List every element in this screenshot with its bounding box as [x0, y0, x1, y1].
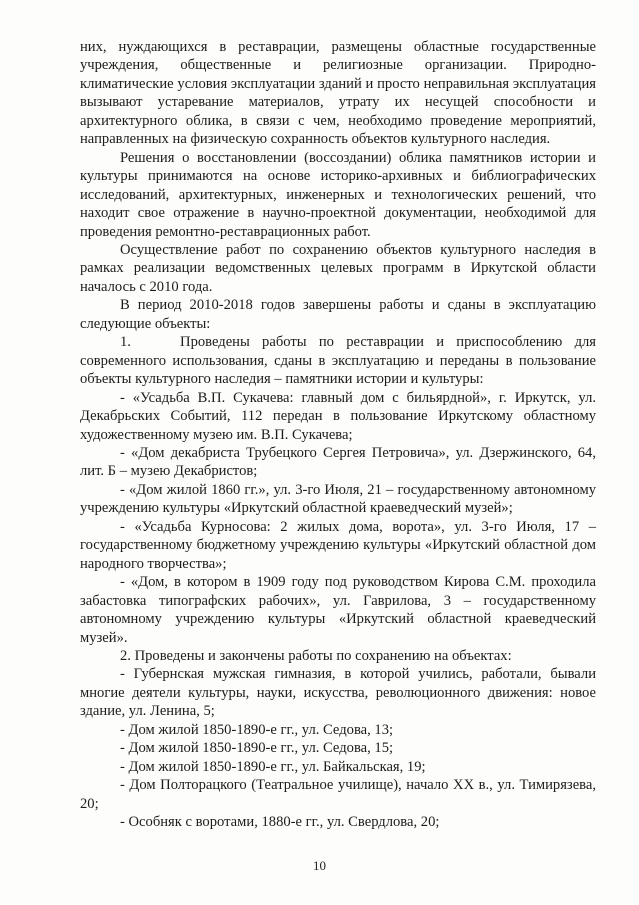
list-item-kirov-strike-house: - «Дом, в котором в 1909 году под руководством Кирова С.М. проходила забастовка типографских рабочих», ул. Гаврилова, 3 – государственному автономному учреждению культуры «Иркутский областной краеведческий музей». [80, 574, 596, 646]
list-item-sedova-13: - Дом жилой 1850-1890-е гг., ул. Седова, 13; [120, 721, 394, 738]
list-item-kurnosov-estate: - «Усадьба Курносова: 2 жилых дома, ворота», ул. 3-го Июля, 17 – государственному бюджетному учреждению культуры «Иркутский областной дом народного творчества»; [80, 518, 596, 572]
list-item-trubetskoy-house: - «Дом декабриста Трубецкого Сергея Петровича», ул. Дзержинского, 64, лит. Б – музею Декабристов; [80, 444, 596, 480]
list-item-gymnasium: - Губернская мужская гимназия, в которой учились, работали, бывали многие деятели культуры, науки, искусства, революционного движения: новое здание, ул. Ленина, 5; [80, 666, 596, 720]
paragraph-continuation: них, нуждающихся в реставрации, размещены областные государственные учреждения, общественные и религиозные организации. Природно-климатические условия эксплуатации зданий и просто неправильная эксплуатация вызывают устаревание материалов, утрату их несущей способности и архитектурного облика, в связи с чем, необходимо проведение мероприятий, направленных на физическую сохранность объектов культурного наследия. [80, 39, 596, 148]
list-item-poltoratsky-house: - Дом Полторацкого (Театральное училище), начало XX в., ул. Тимирязева, 20; [80, 777, 596, 812]
list-item-1-heading: 1. Проведены работы по реставрации и приспособлению для современного использования, сданы в эксплуатацию и переданы в пользование объекты культурного наследия – памятники истории и культуры: [80, 334, 600, 388]
list-item-sverdlova-20: - Особняк с воротами, 1880-е гг., ул. Свердлова, 20; [120, 814, 440, 831]
list-item-sukachev-estate: - «Усадьба В.П. Сукачева: главный дом с бильярдной», г. Иркутск, ул. Декабрьских Событий, 112 передан в пользование Иркутскому областному художественному музею им. В.П. Сукачева; [80, 389, 596, 443]
page-number: 10 [313, 858, 326, 873]
list-item-house-1860: - «Дом жилой 1860 гг.», ул. 3-го Июля, 21 – государственному автономному учреждению культуры «Иркутский областной краеведческий музей»; [80, 481, 596, 517]
paragraph-completed-period: В период 2010-2018 годов завершены работы и сданы в эксплуатацию следующие объекты: [80, 297, 596, 332]
paragraph-programs-start: Осуществление работ по сохранению объектов культурного наследия в рамках реализации ведомственных целевых программ в Иркутской области началось с 2010 года. [80, 241, 596, 295]
list-item-baikalskaya-19: - Дом жилой 1850-1890-е гг., ул. Байкальская, 19; [120, 758, 426, 775]
list-item-2-heading: 2. Проведены и закончены работы по сохранению на объектах: [120, 647, 512, 664]
body-text [80, 38, 600, 831]
list-item-sedova-15: - Дом жилой 1850-1890-е гг., ул. Седова, 15; [120, 740, 394, 757]
paragraph-restoration-decisions: Решения о восстановлении (воссоздании) облика памятников истории и культуры принимаются на основе историко-архивных и библиографических исследований, архитектурных, инженерных и технологических решений, что находит свое отражение в научно-проектной документации, необходимой для проведения ремонтно-реставрационных работ. [80, 149, 596, 240]
